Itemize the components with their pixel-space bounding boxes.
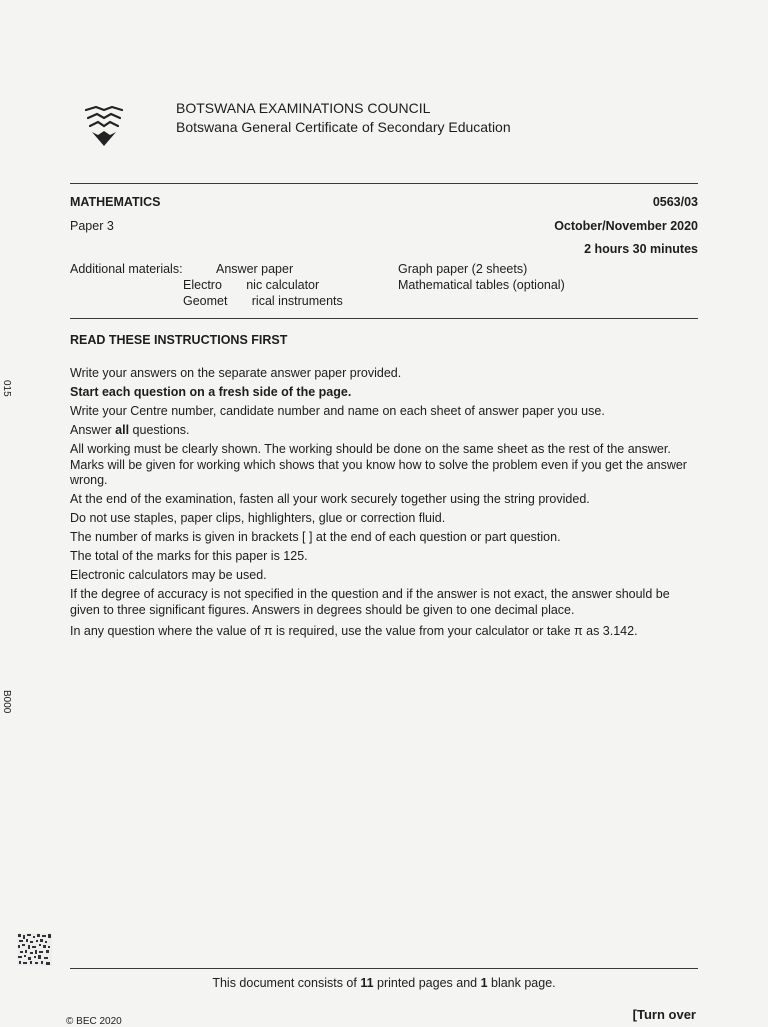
organisation-name: BOTSWANA EXAMINATIONS COUNCIL <box>176 100 431 116</box>
exam-session: October/November 2020 <box>554 219 698 233</box>
paper-number: Paper 3 <box>70 219 114 233</box>
margin-code: B000 <box>1 690 12 714</box>
material-item: Answer paper <box>216 262 294 276</box>
instruction-line: Write your answers on the separate answer paper provided. <box>70 366 402 380</box>
footer-divider <box>70 968 698 969</box>
top-divider <box>70 183 698 184</box>
instruction-line: Electronic calculators may be used. <box>70 568 267 582</box>
turn-over-label: [Turn over <box>632 1007 696 1022</box>
organisation-subtitle: Botswana General Certificate of Secondary Education <box>176 119 511 135</box>
margin-code: 015 <box>1 380 12 397</box>
bec-logo <box>82 102 128 148</box>
subject-title: MATHEMATICS <box>70 195 161 209</box>
barcode-icon <box>17 933 52 966</box>
instruction-line: In any question where the value of π is required, use the value from your calculator or take π as 3.142. <box>70 624 638 638</box>
instruction-line: If the degree of accuracy is not specified in the question and if the answer is not exact, the answer should be given to three significant figures. Answers in degrees should be given to one decimal place. <box>70 587 670 617</box>
instructions-heading: READ THESE INSTRUCTIONS FIRST <box>70 333 288 347</box>
materials-label: Additional materials: <box>70 262 183 276</box>
emphasis-all: all <box>115 423 130 437</box>
instructions-list <box>70 366 698 643</box>
instruction-line: Write your Centre number, candidate number and name on each sheet of answer paper you use. <box>70 404 605 418</box>
paper-code: 0563/03 <box>652 195 698 209</box>
instruction-line: The number of marks is given in brackets [ ] at the end of each question or part question. <box>70 530 561 544</box>
material-item: Geomet rical instruments <box>183 294 343 308</box>
exam-duration: 2 hours 30 minutes <box>584 242 698 256</box>
material-item: Graph paper (2 sheets) <box>398 262 528 276</box>
instruction-line: The total of the marks for this paper is 125. <box>70 549 308 563</box>
instruction-line: Answer all questions. <box>70 423 190 437</box>
material-item: Electro nic calculator <box>183 278 320 292</box>
copyright-notice: © BEC 2020 <box>66 1016 122 1027</box>
instruction-line: Do not use staples, paper clips, highlighters, glue or correction fluid. <box>70 511 446 525</box>
materials-divider <box>70 318 698 319</box>
material-item: Mathematical tables (optional) <box>398 278 565 292</box>
instruction-line: All working must be clearly shown. The working should be done on the same sheet as the rest of the answer. Marks will be given for working which shows that you know how to solve the problem even if you get the answer wrong. <box>70 442 687 487</box>
page-count-note: This document consists of 11 printed pages and 1 blank page. <box>212 976 556 990</box>
instruction-line: Start each question on a fresh side of the page. <box>70 385 352 399</box>
instruction-line: At the end of the examination, fasten all your work securely together using the string provided. <box>70 492 590 506</box>
